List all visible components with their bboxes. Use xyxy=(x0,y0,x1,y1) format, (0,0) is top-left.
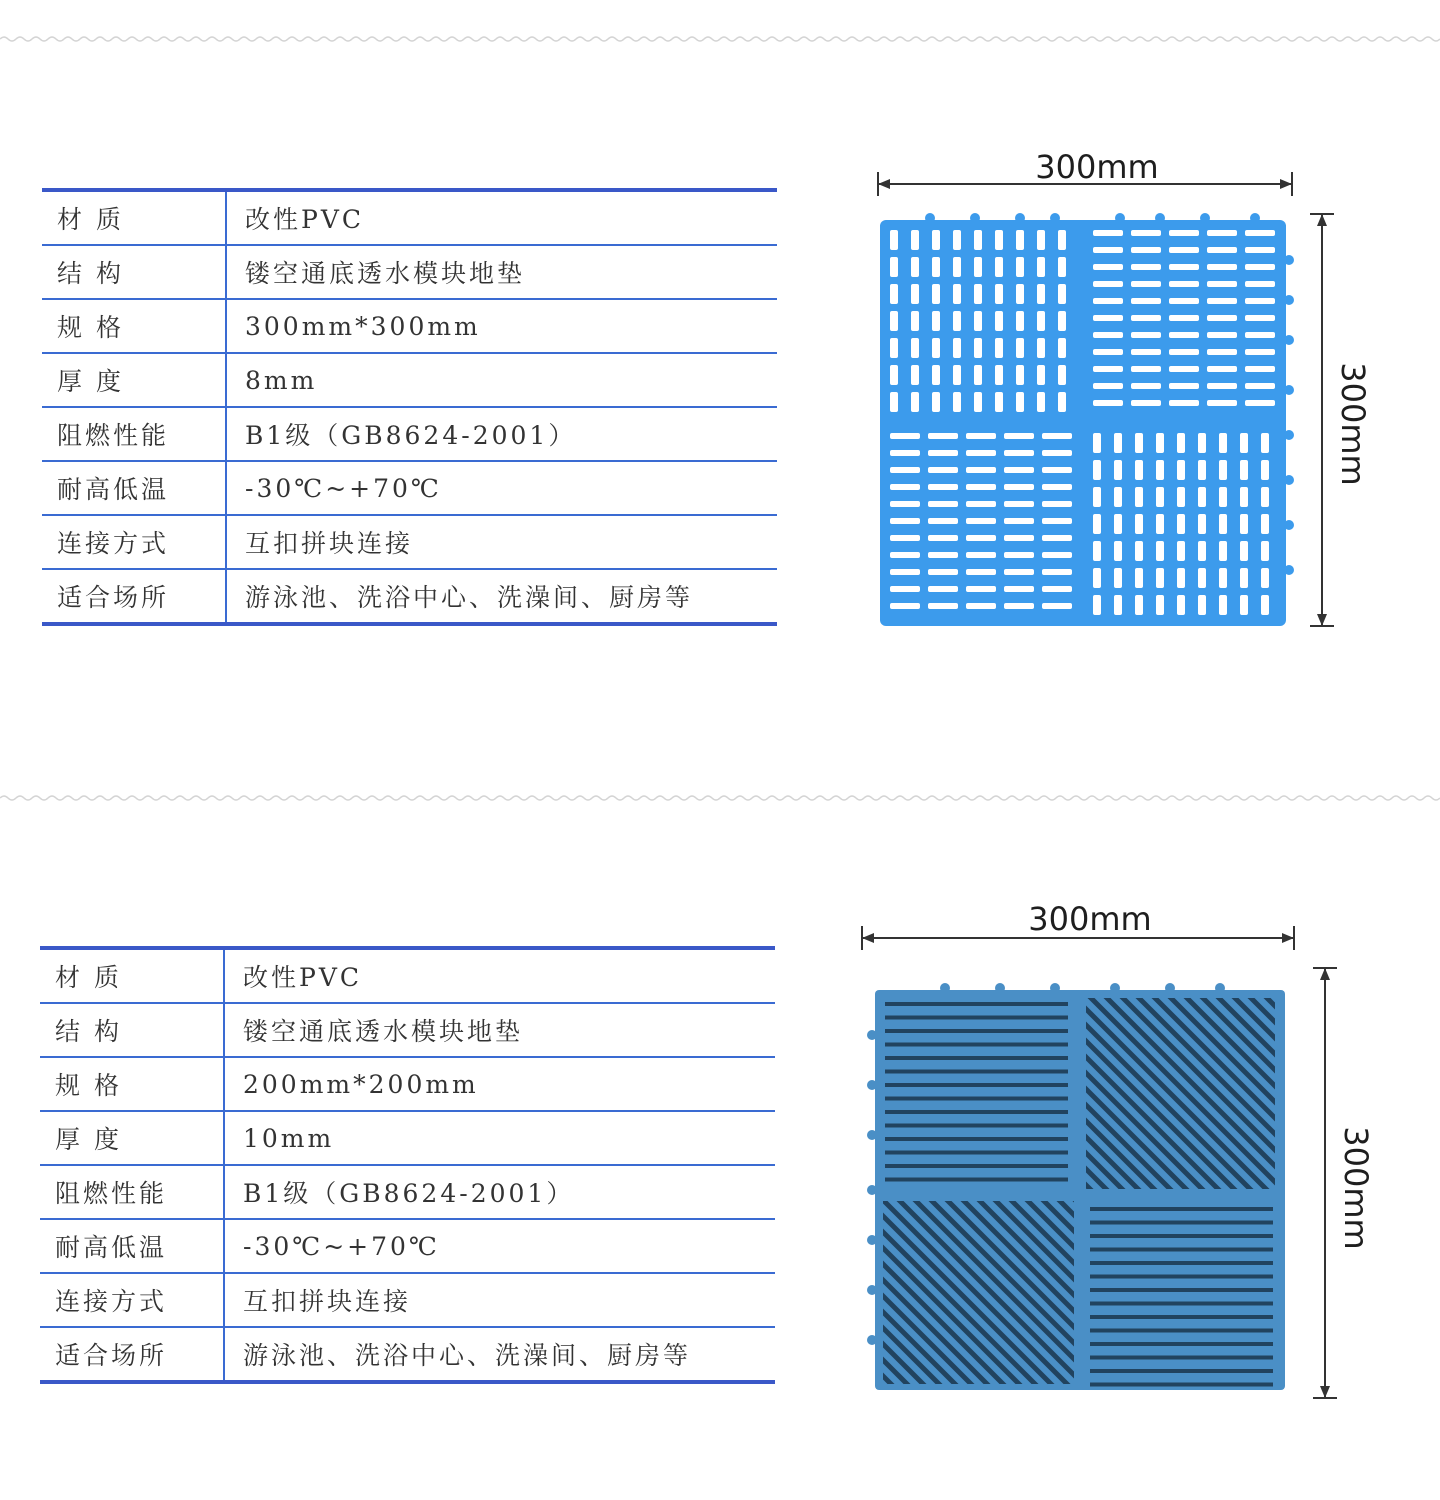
spec-row-fire-rating xyxy=(40,1165,775,1219)
wavy-divider-top xyxy=(0,34,1440,44)
spec-value: B1级（GB8624-2001） xyxy=(224,1165,775,1219)
spec-key: 耐高低温 xyxy=(42,461,226,515)
product-image-2 xyxy=(850,890,1390,1410)
spec-row-usage xyxy=(40,1327,775,1382)
spec-row-size xyxy=(40,1057,775,1111)
height-dimension xyxy=(1313,968,1337,1398)
spec-value: 镂空通底透水模块地垫 xyxy=(224,1003,775,1057)
spec-key: 规 格 xyxy=(40,1057,224,1111)
spec-row-structure xyxy=(40,1003,775,1057)
spec-row-fire-rating xyxy=(42,407,777,461)
spec-key: 结 构 xyxy=(42,245,226,299)
spec-key: 厚 度 xyxy=(40,1111,224,1165)
floor-mat-tile xyxy=(850,983,1390,1400)
height-dimension xyxy=(1310,214,1334,626)
spec-value: B1级（GB8624-2001） xyxy=(226,407,777,461)
spec-key: 适合场所 xyxy=(42,569,226,624)
spec-value: 改性PVC xyxy=(226,190,777,245)
spec-value: 改性PVC xyxy=(224,948,775,1003)
spec-value: 300mm*300mm xyxy=(226,299,777,353)
product-image-1 xyxy=(860,140,1380,640)
spec-key: 厚 度 xyxy=(42,353,226,407)
spec-table-product-2 xyxy=(40,946,775,1384)
spec-key: 材 质 xyxy=(42,190,226,245)
width-label: 300mm xyxy=(1028,900,1152,938)
spec-value: 8mm xyxy=(226,353,777,407)
spec-row-temperature xyxy=(40,1219,775,1273)
spec-row-temperature xyxy=(42,461,777,515)
spec-value: 游泳池、洗浴中心、洗澡间、厨房等 xyxy=(226,569,777,624)
spec-row-size xyxy=(42,299,777,353)
spec-key: 规 格 xyxy=(42,299,226,353)
spec-value: 互扣拼块连接 xyxy=(226,515,777,569)
spec-key: 连接方式 xyxy=(40,1273,224,1327)
wavy-divider-middle xyxy=(0,793,1440,803)
spec-value: -30℃~+70℃ xyxy=(226,461,777,515)
spec-row-thickness xyxy=(42,353,777,407)
spec-key: 适合场所 xyxy=(40,1327,224,1382)
spec-row-connection xyxy=(42,515,777,569)
spec-value: 游泳池、洗浴中心、洗澡间、厨房等 xyxy=(224,1327,775,1382)
spec-row-usage xyxy=(42,569,777,624)
spec-value: -30℃~+70℃ xyxy=(224,1219,775,1273)
spec-key: 阻燃性能 xyxy=(40,1165,224,1219)
spec-key: 阻燃性能 xyxy=(42,407,226,461)
spec-value: 镂空通底透水模块地垫 xyxy=(226,245,777,299)
floor-mat-tile xyxy=(880,213,1294,626)
width-label: 300mm xyxy=(1035,148,1159,186)
spec-key: 连接方式 xyxy=(42,515,226,569)
spec-table-product-1 xyxy=(42,188,777,626)
spec-key: 结 构 xyxy=(40,1003,224,1057)
spec-key: 耐高低温 xyxy=(40,1219,224,1273)
spec-value: 200mm*200mm xyxy=(224,1057,775,1111)
spec-row-connection xyxy=(40,1273,775,1327)
spec-row-material xyxy=(42,190,777,245)
spec-value: 互扣拼块连接 xyxy=(224,1273,775,1327)
spec-value: 10mm xyxy=(224,1111,775,1165)
spec-row-structure xyxy=(42,245,777,299)
spec-row-thickness xyxy=(40,1111,775,1165)
spec-key: 材 质 xyxy=(40,948,224,1003)
spec-row-material xyxy=(40,948,775,1003)
height-label: 300mm xyxy=(1334,362,1372,486)
height-label: 300mm xyxy=(1337,1126,1375,1250)
